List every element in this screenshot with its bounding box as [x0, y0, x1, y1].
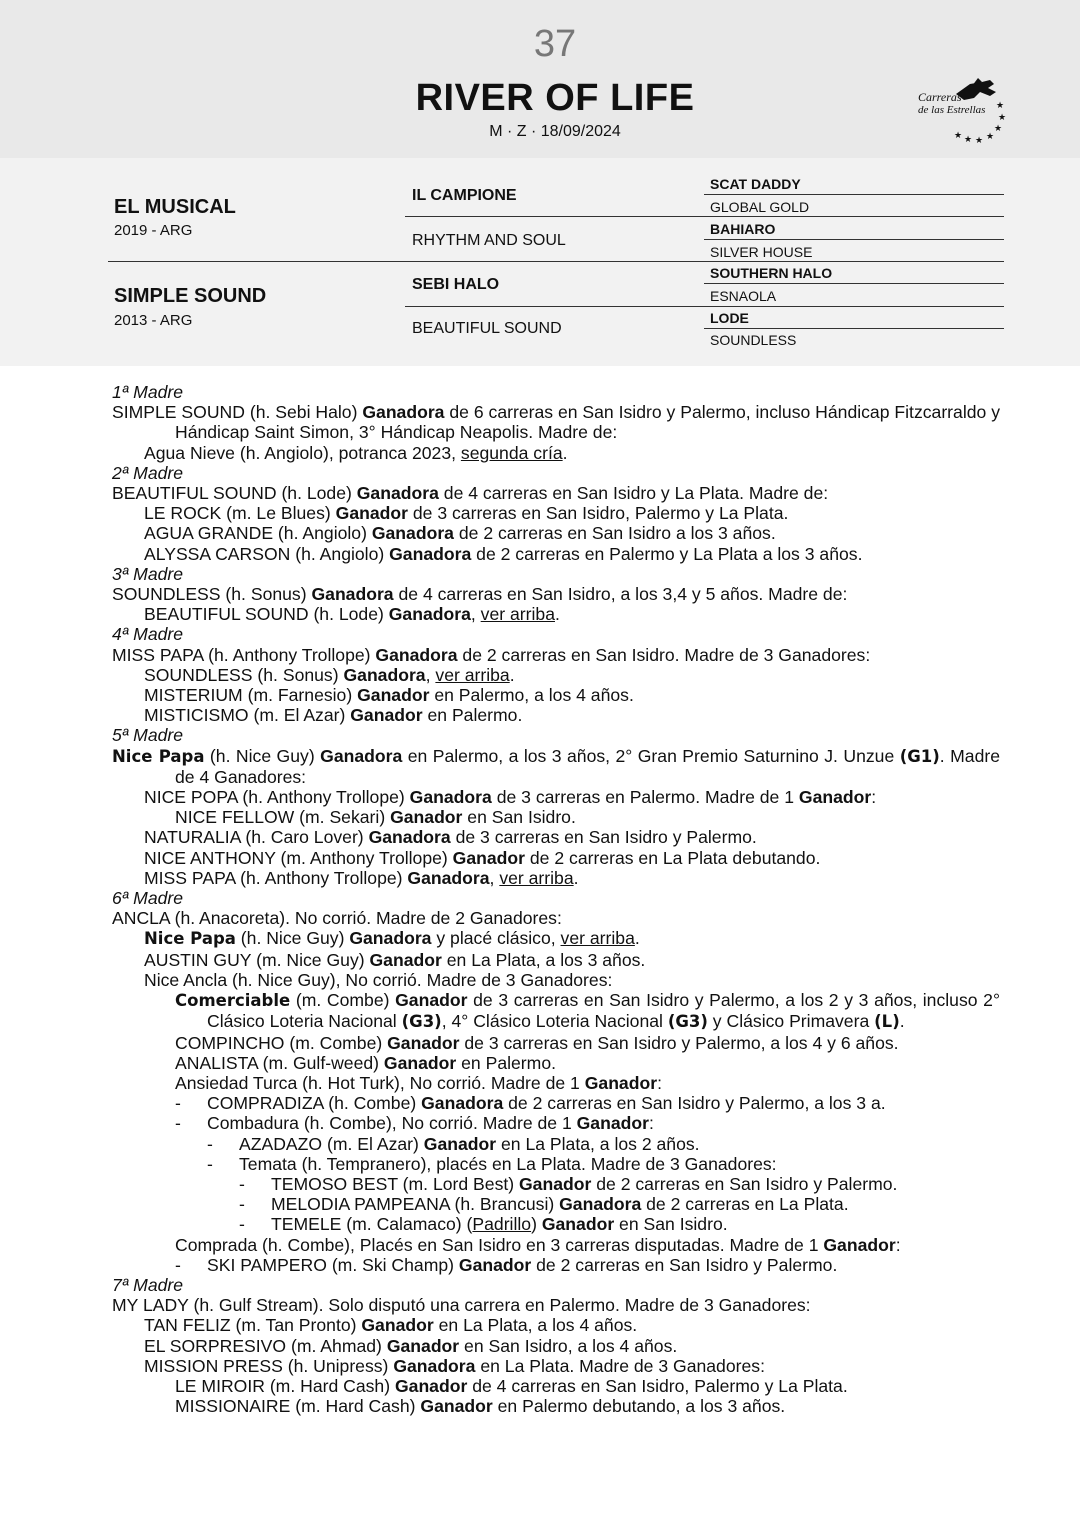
- section-heading: 3ª Madre: [112, 563, 184, 584]
- family-entry: - Temata (h. Tempranero), placés en La Plata. Madre de 3 Ganadores:: [207, 1153, 777, 1174]
- divider: [704, 283, 1004, 284]
- family-entry: - TEMOSO BEST (m. Lord Best) Ganador de 2 carreras en San Isidro y Palermo.: [239, 1173, 898, 1194]
- section-heading: 4ª Madre: [112, 624, 184, 645]
- gen3-ancestor: SILVER HOUSE: [710, 244, 813, 260]
- logo-text-line2: de las Estrellas: [918, 104, 986, 116]
- family-entry: SOUNDLESS (h. Sonus) Ganadora, ver arriba.: [144, 664, 515, 685]
- paternal-granddam: RHYTHM AND SOUL: [412, 232, 566, 249]
- divider: [704, 328, 1004, 329]
- svg-text:★: ★: [998, 113, 1007, 123]
- gen3-ancestor: SOUTHERN HALO: [710, 265, 833, 281]
- gen3-ancestor: ESNAOLA: [710, 288, 777, 304]
- family-history: [112, 382, 1000, 1416]
- family-entry: AGUA GRANDE (h. Angiolo) Ganadora de 2 carreras en San Isidro a los 3 años.: [144, 523, 776, 544]
- family-entry: Comprada (h. Combe), Placés en San Isidro en 3 carreras disputadas. Madre de 1 Ganador:: [175, 1234, 901, 1255]
- section-heading: 1ª Madre: [112, 382, 184, 402]
- maternal-granddam: BEAUTIFUL SOUND: [412, 320, 562, 337]
- family-entry: - SKI PAMPERO (m. Ski Champ) Ganador de 2 carreras en San Isidro y Palermo.: [175, 1254, 838, 1275]
- family-entry: - AZADAZO (m. El Azar) Ganador en La Plata, a los 2 años.: [207, 1133, 700, 1154]
- svg-text:★: ★: [994, 124, 1003, 134]
- svg-text:★: ★: [964, 135, 973, 145]
- divider: [405, 216, 704, 217]
- pedigree-table: [0, 158, 1080, 366]
- svg-text:★: ★: [975, 136, 984, 146]
- family-entry: NICE ANTHONY (m. Anthony Trollope) Ganador de 2 carreras en La Plata debutando.: [144, 847, 821, 868]
- divider: [704, 216, 1004, 217]
- divider: [704, 239, 1004, 240]
- family-entry: Nice Papa (h. Nice Guy) Ganadora y placé clásico, ver arriba.: [144, 928, 640, 949]
- divider: [405, 306, 704, 307]
- catalog-header: [0, 0, 1080, 158]
- family-entry: - COMPRADIZA (h. Combe) Ganadora de 2 carreras en San Isidro y Palermo, a los 3 a.: [175, 1093, 886, 1114]
- family-entry: SOUNDLESS (h. Sonus) Ganadora de 4 carreras en San Isidro, a los 3,4 y 5 años. Madre de:: [112, 584, 848, 605]
- gen3-ancestor: LODE: [710, 310, 749, 326]
- family-entry: Comerciable (m. Combe) Ganador de 3 carreras en San Isidro y Palermo, a los 2 y 3 años, incluso 2° Clásico Loteria Nacional (G3), 4° Clásico Loteria Nacional (G3) y Clásico Primavera (L).: [175, 990, 1000, 1032]
- section-heading: 7ª Madre: [112, 1274, 184, 1295]
- family-entry: NATURALIA (h. Caro Lover) Ganadora de 3 carreras en San Isidro y Palermo.: [144, 827, 757, 848]
- section-heading: 2ª Madre: [112, 462, 184, 483]
- gen3-ancestor: SOUNDLESS: [710, 332, 797, 348]
- gen3-ancestor: BAHIARO: [710, 221, 776, 237]
- gen3-ancestor: GLOBAL GOLD: [710, 199, 810, 215]
- family-entry: MISSION PRESS (h. Unipress) Ganadora en La Plata. Madre de 3 Ganadores:: [144, 1355, 765, 1376]
- family-entry: LE MIROIR (m. Hard Cash) Ganador de 4 carreras en San Isidro, Palermo y La Plata.: [175, 1375, 848, 1396]
- family-entry: ANCLA (h. Anacoreta). No corrió. Madre de 2 Ganadores:: [112, 908, 562, 929]
- paternal-grandsire: IL CAMPIONE: [412, 187, 517, 204]
- family-entry: Nice Ancla (h. Nice Guy), No corrió. Madre de 3 Ganadores:: [144, 969, 613, 990]
- dam-year-country: 2013 - ARG: [114, 312, 193, 329]
- family-entry: Nice Papa (h. Nice Guy) Ganadora en Palermo, a los 3 años, 2° Gran Premio Saturnino J. Unzue (G1). Madre de 4 Ganadores:: [112, 745, 1001, 787]
- family-entry: - TEMELE (m. Calamaco) (Padrillo) Ganador en San Isidro.: [239, 1214, 728, 1235]
- family-entry: BEAUTIFUL SOUND (h. Lode) Ganadora, ver arriba.: [144, 604, 560, 625]
- family-entry: - Combadura (h. Combe), No corrió. Madre de 1 Ganador:: [175, 1113, 654, 1134]
- svg-text:★: ★: [954, 131, 963, 141]
- section-heading: 6ª Madre: [112, 888, 184, 909]
- family-entry: MY LADY (h. Gulf Stream). Solo disputó una carrera en Palermo. Madre de 3 Ganadores:: [112, 1295, 811, 1316]
- family-entry: MISTERIUM (m. Farnesio) Ganador en Palermo, a los 4 años.: [144, 685, 634, 706]
- section-heading: 5ª Madre: [112, 725, 184, 746]
- family-entry: NICE POPA (h. Anthony Trollope) Ganadora de 3 carreras en Palermo. Madre de 1 Ganador:: [144, 787, 877, 808]
- family-entry: NICE FELLOW (m. Sekari) Ganador en San Isidro.: [175, 807, 576, 828]
- svg-text:★: ★: [996, 101, 1005, 111]
- sire-name: EL MUSICAL: [114, 196, 236, 218]
- family-entry: ANALISTA (m. Gulf-weed) Ganador en Palermo.: [175, 1052, 556, 1073]
- divider: [704, 194, 1004, 195]
- family-entry: Ansiedad Turca (h. Hot Turk), No corrió. Madre de 1 Ganador:: [175, 1072, 662, 1093]
- family-entry: AUSTIN GUY (m. Nice Guy) Ganador en La Plata, a los 3 años.: [144, 949, 646, 970]
- family-entry: EL SORPRESIVO (m. Ahmad) Ganador en San Isidro, a los 4 años.: [144, 1335, 678, 1356]
- sire-dam-divider: [108, 261, 1004, 262]
- carreras-logo: [912, 76, 1012, 148]
- family-entry: - MELODIA PAMPEANA (h. Brancusi) Ganadora de 2 carreras en La Plata.: [239, 1194, 849, 1215]
- family-entry: MISS PAPA (h. Anthony Trollope) Ganadora de 2 carreras en San Isidro. Madre de 3 Ganadores:: [112, 644, 871, 665]
- dam-name: SIMPLE SOUND: [114, 285, 267, 307]
- logo-text-line1: Carreras: [918, 90, 962, 104]
- family-entry: MISSIONAIRE (m. Hard Cash) Ganador en Palermo debutando, a los 3 años.: [175, 1396, 786, 1417]
- family-entry: SIMPLE SOUND (h. Sebi Halo) Ganadora de 6 carreras en San Isidro y Palermo, incluso Hándicap Fitzcarraldo y Hándicap Saint Simon, 3° Hándicap Neapolis. Madre de:: [112, 402, 1000, 443]
- family-entry: MISS PAPA (h. Anthony Trollope) Ganadora, ver arriba.: [144, 867, 579, 888]
- family-entry: MISTICISMO (m. El Azar) Ganador en Palermo.: [144, 705, 523, 726]
- divider: [704, 306, 1004, 307]
- horse-name: RIVER OF LIFE: [415, 77, 695, 119]
- svg-text:★: ★: [986, 132, 995, 142]
- maternal-grandsire: SEBI HALO: [412, 276, 500, 293]
- gen3-ancestor: SCAT DADDY: [710, 176, 801, 192]
- family-entry: LE ROCK (m. Le Blues) Ganador de 3 carreras en San Isidro, Palermo y La Plata.: [144, 503, 789, 524]
- family-entry: COMPINCHO (m. Combe) Ganador de 3 carreras en San Isidro y Palermo, a los 4 y 6 años.: [175, 1032, 899, 1053]
- family-entry: BEAUTIFUL SOUND (h. Lode) Ganadora de 4 carreras en San Isidro y La Plata. Madre de:: [112, 483, 829, 504]
- family-entry: Agua Nieve (h. Angiolo), potranca 2023, segunda cría.: [144, 442, 568, 463]
- lot-number: 37: [533, 23, 577, 65]
- horse-info: M · Z · 18/09/2024: [489, 123, 621, 140]
- sire-year-country: 2019 - ARG: [114, 222, 193, 239]
- family-entry: TAN FELIZ (m. Tan Pronto) Ganador en La Plata, a los 4 años.: [144, 1315, 638, 1336]
- family-entry: ALYSSA CARSON (h. Angiolo) Ganadora de 2 carreras en Palermo y La Plata a los 3 años.: [144, 543, 863, 564]
